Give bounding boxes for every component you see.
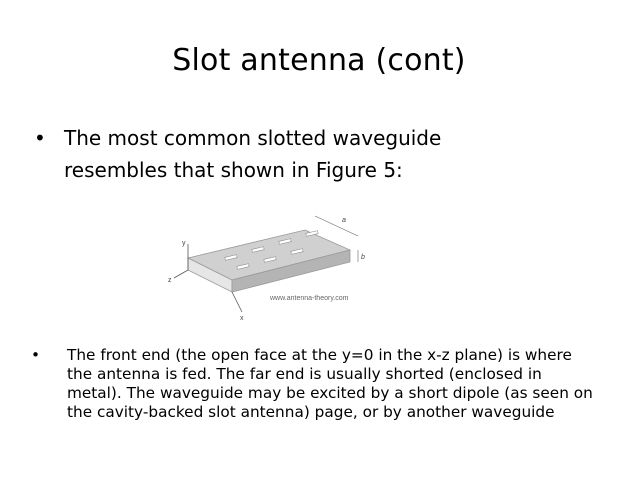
waveguide-figure bbox=[160, 208, 380, 323]
dim-label-b: b bbox=[361, 254, 365, 261]
axis-label-z: z bbox=[168, 277, 172, 284]
axis-label-y: y bbox=[182, 240, 186, 247]
bullet-secondary-text bbox=[67, 346, 612, 422]
bullet-secondary-line-2: the antenna is fed. The far end is usually shorted (enclosed in bbox=[67, 365, 542, 383]
waveguide-diagram bbox=[160, 208, 380, 323]
slide-title: Slot antenna (cont) bbox=[172, 43, 466, 78]
bullet-secondary-line-3: metal). The waveguide may be excited by a short dipole (as seen on bbox=[67, 384, 593, 402]
dim-a-line bbox=[315, 216, 358, 236]
bullet-secondary-line-4: the cavity-backed slot antenna) page, or by another waveguide bbox=[67, 403, 555, 421]
bullet-secondary-line-1: The front end (the open face at the y=0 in the x-z plane) is where bbox=[67, 346, 572, 364]
bullet-main-line-2: resembles that shown in Figure 5: bbox=[64, 158, 403, 182]
bullet-marker: • bbox=[31, 346, 41, 364]
bullet-main-text bbox=[64, 122, 584, 186]
bullet-main-line-1: The most common slotted waveguide bbox=[64, 126, 442, 150]
z-axis-line bbox=[174, 270, 188, 278]
bullet-marker: • bbox=[34, 126, 46, 150]
axis-label-x: x bbox=[240, 315, 244, 322]
figure-credit: www.antenna-theory.com bbox=[270, 295, 349, 302]
x-axis-line bbox=[232, 292, 242, 312]
dim-label-a: a bbox=[342, 217, 346, 224]
